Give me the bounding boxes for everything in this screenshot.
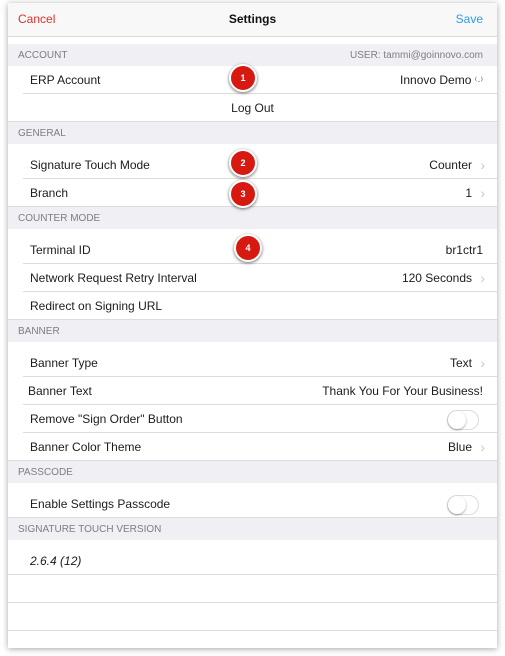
terminal-id-value[interactable]: br1ctr1 [445, 243, 483, 257]
navigation-bar [8, 3, 497, 37]
user-label: USER: tammi@goinnovo.com [350, 50, 483, 61]
remove-sign-order-label: Remove "Sign Order" Button [30, 412, 183, 426]
erp-account-value [400, 73, 483, 87]
section-header-account [8, 44, 497, 66]
section-title: GENERAL [18, 128, 66, 139]
signature-touch-mode-value: Counter [429, 158, 472, 172]
callout-badge: 2 [229, 149, 257, 177]
callout-badge: 3 [229, 180, 257, 208]
remove-sign-order-row [8, 405, 497, 433]
section-header-banner [8, 320, 497, 342]
section-title: BANNER [18, 326, 60, 337]
chevron-right-icon: › [480, 270, 485, 286]
retry-interval-value: 120 Seconds [401, 271, 472, 285]
section-title: SIGNATURE TOUCH VERSION [18, 524, 162, 535]
signature-touch-mode-label: Signature Touch Mode [30, 158, 150, 172]
save-button[interactable]: Save [455, 12, 483, 26]
version-value: 2.6.4 (12) [30, 554, 82, 568]
callout-badge: 1 [229, 64, 257, 92]
cancel-button[interactable]: Cancel [18, 12, 56, 26]
section-title: ACCOUNT [18, 50, 68, 61]
banner-color-theme-value: Blue [447, 440, 472, 454]
toggle-knob [448, 496, 466, 514]
banner-text-row[interactable] [8, 377, 497, 405]
erp-account-name: Innovo Demo [400, 73, 472, 87]
page-title: Settings [228, 12, 277, 26]
banner-color-theme-row[interactable] [8, 433, 497, 461]
enable-passcode-label: Enable Settings Passcode [30, 497, 171, 511]
logout-button[interactable]: Log Out [231, 101, 274, 115]
redirect-url-row[interactable] [8, 292, 497, 320]
section-title: COUNTER MODE [18, 213, 101, 224]
chevron-right-icon: › [480, 439, 485, 455]
section-header-counter-mode [8, 207, 497, 229]
retry-interval-label: Network Request Retry Interval [30, 271, 197, 285]
remove-sign-order-toggle[interactable] [447, 410, 479, 430]
version-row [8, 547, 497, 575]
erp-account-label: ERP Account [30, 73, 101, 87]
toggle-knob [448, 411, 466, 429]
enable-passcode-row [8, 490, 497, 518]
section-header-general [8, 122, 497, 144]
redirect-url-label: Redirect on Signing URL [30, 299, 163, 313]
chevron-right-icon: › [480, 355, 485, 371]
retry-interval-row[interactable] [8, 264, 497, 292]
banner-type-label: Banner Type [30, 356, 98, 370]
section-header-version [8, 518, 497, 540]
chevron-right-icon: › [480, 185, 485, 201]
banner-color-theme-label: Banner Color Theme [30, 440, 142, 454]
empty-row [8, 575, 497, 603]
chevron-right-icon: › [480, 157, 485, 173]
settings-screen [8, 3, 497, 648]
empty-row [8, 603, 497, 631]
logout-row[interactable] [8, 94, 497, 122]
enable-passcode-toggle[interactable] [447, 495, 479, 515]
terminal-id-label: Terminal ID [30, 243, 91, 257]
branch-label: Branch [30, 186, 69, 200]
banner-type-value: Text [449, 356, 472, 370]
banner-text-label: Banner Text [28, 384, 92, 398]
banner-text-value[interactable]: Thank You For Your Business! [322, 384, 483, 398]
section-header-passcode [8, 461, 497, 483]
banner-type-row[interactable] [8, 349, 497, 377]
callout-badge: 4 [234, 234, 262, 262]
signal-icon: ⁽·⁾ [474, 76, 483, 87]
branch-value: 1 [465, 186, 472, 200]
section-title: PASSCODE [18, 467, 73, 478]
